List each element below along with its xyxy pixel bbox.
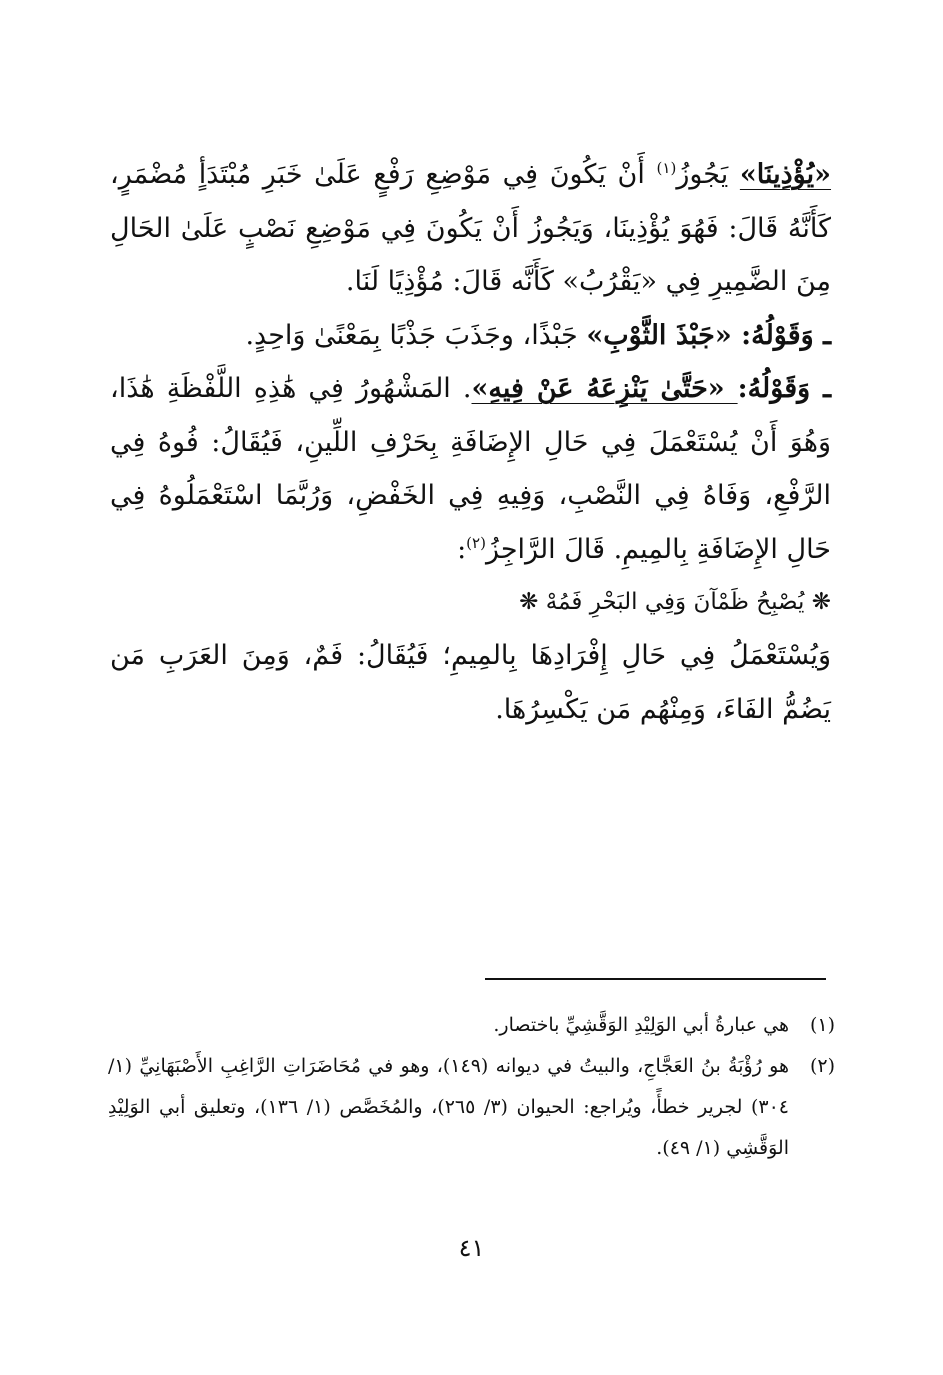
paragraph-text: أَنْ يَكُونَ فِي مَوْضِعِ رَفْعٍ عَلَىٰ خَبَرِ مُبْتَدَأٍ مُضْمَرٍ، كَأَنَّهُ قَالَ: فَهُوَ يُؤْذِينَا، وَيَجُوزُ أَنْ يَكُونَ فِي مَوْضِعِ نَصْبٍ عَلَىٰ الحَالِ مِنَ الضَّمِيرِ فِي «يَقْرُبُ» كَأَنَّه قَالَ: مُؤْذِيًا لَنَا. bbox=[110, 159, 831, 297]
paragraph-1 bbox=[110, 148, 831, 309]
footnote-1 bbox=[108, 1005, 835, 1046]
paragraph-text: . المَشْهُورُ فِي هَٰذِهِ اللَّفْظَةِ هَٰذَا، وَهُوَ أَنْ يُسْتَعْمَلَ فِي حَالِ الإِضَافَةِ بِحَرْفِ اللِّينِ، فَيُقَالُ: فُوهُ فِي الرَّفْعِ، وَفَاهُ فِي النَّصْبِ، وَفِيهِ فِي الخَفْضِ، وَرُبَّمَا اسْتَعْمَلُوهُ فِي حَالِ الإِضَافَةِ بِالمِيمِ. قَالَ الرَّاجِزُ bbox=[110, 373, 831, 565]
lead-phrase: ـ وَقَوْلُهُ: bbox=[741, 319, 831, 351]
footnote-2 bbox=[108, 1046, 835, 1169]
paragraph-text: : bbox=[457, 533, 467, 565]
main-text bbox=[110, 148, 831, 736]
footnote-number: (١) bbox=[809, 1014, 835, 1036]
page-number: ٤١ bbox=[458, 1234, 485, 1262]
quoted-word: «يُؤْذِينَا» bbox=[739, 159, 832, 190]
footnote-divider bbox=[485, 978, 826, 980]
paragraph-4: وَيُسْتَعْمَلُ فِي حَالِ إِفْرَادِهَا بِالمِيمِ؛ فَيُقَالُ: فَمٌ، وَمِنَ العَرَبِ مَن يَضُمُّ الفَاءَ، وَمِنْهُم مَن يَكْسِرُهَا. bbox=[110, 640, 831, 725]
lead-phrase: ـ وَقَوْلُهُ: bbox=[737, 373, 832, 404]
quoted-phrase: «جَبْذَ الثَّوْبِ» bbox=[586, 319, 742, 351]
footnote-text: هي عبارةُ أبي الوَلِيْدِ الوَقَّشِيِّ باختصار. bbox=[493, 1014, 789, 1036]
paragraph-text: يَجُوزُ bbox=[676, 159, 740, 190]
paragraph-2 bbox=[110, 309, 831, 363]
paragraph-text: جَبْذًا، وجَذَبَ جَذْبًا بِمَعْنًىٰ وَاحِدٍ. bbox=[245, 319, 587, 351]
footnote-number: (٢) bbox=[809, 1055, 835, 1077]
footnotes bbox=[108, 1005, 835, 1169]
footnote-text: هو رُؤْبَةُ بنُ العَجَّاجِ، والبيتُ في ديوانه (١٤٩)، وهو في مُحَاضَرَاتِ الرَّاغِبِ الأَصْبَهَانِيِّ (١/ ٣٠٤) لجرير خطأً، ويُراجع: الحيوان (٣/ ٢٦٥)، والمُخَصَّص (١/ ١٣٦)، وتعليق أبي الوَلِيْدِ الوَقَّشِي (١/ ٤٩). bbox=[108, 1055, 790, 1159]
paragraph-3 bbox=[110, 362, 831, 576]
footnote-ref-2[interactable]: (٢) bbox=[466, 533, 486, 552]
quoted-phrase: «حَتَّىٰ يَنْزِعَهُ عَنْ فِيهِ» bbox=[471, 373, 738, 404]
verse-line: ❋ يُصْبِحُ ظَمْآنَ وَفِي البَحْرِ فَمُهْ ❋ bbox=[519, 589, 831, 615]
footnote-ref-1[interactable]: (١) bbox=[656, 159, 677, 177]
